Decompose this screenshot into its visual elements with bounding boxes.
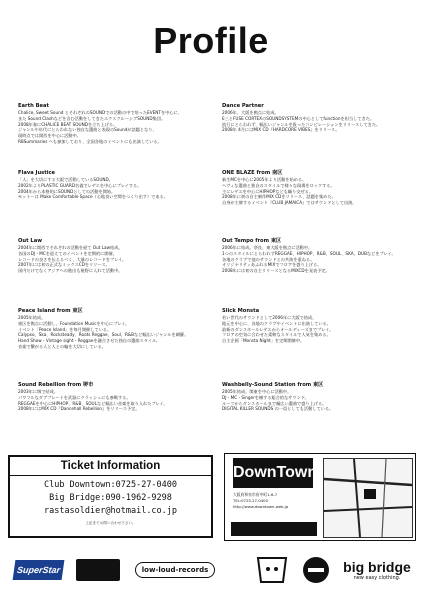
- venue-tel: TEL:0725-27-0400: [233, 498, 269, 503]
- sponsor-superstar: SuperStar: [14, 555, 64, 585]
- section-title: Flava Justice: [18, 170, 56, 176]
- section-peace-island: [18, 308, 203, 350]
- section-body: 2003年に堺で結成。 パワフルなダブプレートを武器にクラッシュにも参戦する。 REGGAEを中心にHIPHOP、R&B、SOULなど幅広い音楽を取り入れたプレイ。 2008年にはMIX CD『Dancehall Rebellion』をリリース予定。: [18, 389, 168, 412]
- map-graphic: [324, 459, 412, 537]
- venue-info-bar: [231, 522, 317, 536]
- venue-map: [323, 458, 413, 538]
- section-body: 「人」を大切にする大阪で活動しているSOUND。 2002年よりPLASTIC GUARD名義でレゲエを中心にプレイする。 2004年から本格的にSOUNDとしての活動を開始。 モットーは Make Comfortable Space（心地良い空間をつくり出す）である。: [18, 177, 168, 200]
- section-sound-rebellion: [18, 382, 203, 412]
- ticket-info-box: [8, 455, 213, 538]
- ticket-heading: Ticket Information: [10, 457, 211, 476]
- venue-marker: [364, 489, 376, 499]
- sponsor-low-loud: low-loud-records: [135, 555, 215, 585]
- section-flava-justice: [18, 170, 203, 200]
- sponsor-logo-4-icon: [256, 555, 288, 585]
- section-body: 2004年に関西でそれぞれの活動を経て Out Law結成。 各国のDJ・MCを迎えてのイベントを定期的に開催。 レコードの良さを伝えるべく、大量のレコードをプレイ。 2007年には初の正式なミックスCDをリリース。 国内だけでなくアジアへの進出も視野に入れて活動中。: [18, 245, 127, 274]
- venue-box: [224, 453, 416, 541]
- section-title: Out Tempo from 東区: [222, 238, 282, 244]
- section-dance-partner: [222, 103, 407, 133]
- venue-url[interactable]: http://www.downtown-web.jp: [233, 504, 289, 509]
- venue-address: 大阪府和泉市府中町1-6-7: [233, 492, 278, 497]
- section-body: Chalice, Sweet Sound とそれぞれのSOUNDでの活動の中で培ったEVENTを中心に、 また Sound Clashなどを含む活動をしてきたエクスクルーシブSOUND集団。 2008年春にCHALICE BEAT SOUNDを立ち上げる。 ジャンルや年代にとらわれない独自な選曲と表現のSoundが話題となり、 現時点では関西を中心に活動中。 RBSummaries へも参加しており、全国各地のイベントにも出演している。: [18, 110, 182, 144]
- section-title: Dance Partner: [222, 103, 264, 109]
- section-body: 2005年結成。関東を中心に活動中。 DJ・MC・Singerを擁する総合的なサウンド。 ルーツからダンスホールまで幅広い選曲で盛り上げる。 DIGITAL KILLER SOUNDS の一員としても活動している。: [222, 389, 334, 412]
- section-slick-monsta: [222, 308, 407, 344]
- section-one-blaze: [222, 170, 407, 206]
- section-body: 2005年結成。 東区を拠点に活動し、Foundation Musicを中心にプレイ。 イベント「Peace Island」を毎月開催している。 Calypso、Ska、Rocksteady、Roots Reggae、Soul、R&Bなど幅広いジャンルを網羅。 Hand Show・Vintage sight・Reggaeを融合させた独自の選曲スタイル。 音楽で繋がる人と人との輪を大切にしている。: [18, 315, 189, 349]
- sponsor-logo-5-icon: [300, 555, 332, 585]
- section-title: ONE BLAZE from 南区: [222, 170, 283, 176]
- section-title: Sound Rebellion from 堺市: [18, 382, 94, 388]
- section-title: Peace Island from 東区: [18, 308, 83, 314]
- section-out-law: [18, 238, 203, 274]
- section-out-tempo: [222, 238, 407, 274]
- section-body: 若い世代のサウンドとして2006年に大阪で結成。 地元を中心に、各地のクラブやイベントに出演している。 最新のダンスホールレゲエからオールディーズまでプレイ。 フロアの空気に合わせた柔軟なスタイルで人気を集める。 自主企画「Monsta Night」を定期開催中。: [222, 315, 334, 344]
- section-body: 2006年、大阪を拠点に結成。 E三とFUSE CORTEXのSOUNDSYSTEMの中心としてfunctionを担当してきた。 流行にとらわれず、幅広いジャンルを扱ったコンピレーションをリリースしてきた。 2008年 4月にはMIX CD『HARDCORE VIBES』をリリース。: [222, 110, 381, 133]
- ticket-email[interactable]: rastasoldier@hotmail.co.jp: [43, 506, 178, 516]
- downtown-logo: DownTown: [233, 458, 313, 488]
- section-body: 2006年に結成。奈良、東大阪を拠点に活動中。 1つのスタイルにとらわれずREGGAE、HIPHOP、R&B、SOUL、SKA、DUBなどをプレイ。 各地のクラブで他のサウンドとの共演を重ねる。 オリジナリティあふれるMIXでフロアを盛り上げる。 2008年には初の自主リリースとなるMIXCDを発表予定。: [222, 245, 396, 274]
- section-title: Earth Beat: [18, 103, 50, 109]
- section-body: 新生MCを中心に2005年より活動を始める。 ヘヴィな選曲と独自のスタイルで様々な現場をロックする。 主にレゲエを中心にHIPHOPなども織り交ぜる。 2008年に初の自主制作MIX CDをリリース、話題を集めた。 自身が主催するイベント『CLUB JAMAICA』ではサウンドとして出演。: [222, 177, 357, 206]
- section-title: Washbelly-Sound Station from 東区: [222, 382, 324, 388]
- ticket-phone-downtown: Club Downtown:0725-27-0400: [43, 480, 178, 490]
- sponsor-logo-2: [68, 555, 128, 585]
- ticket-phone-bigbridge: Big Bridge:090-1962-9298: [49, 493, 172, 503]
- section-earth-beat: [18, 103, 203, 145]
- section-title: Out Law: [18, 238, 42, 244]
- ticket-note: 上記までお問い合わせ下さい。: [85, 521, 136, 525]
- page-title: Profile: [153, 20, 269, 61]
- section-washbelly: [222, 382, 407, 412]
- sponsor-logo-4: [252, 555, 292, 585]
- section-title: Slick Monsta: [222, 308, 260, 314]
- sponsor-logo-badge: [76, 559, 120, 581]
- sponsor-big-bridge: big bridge new easy clothing.: [343, 558, 411, 581]
- sponsor-logo-5: [296, 555, 336, 585]
